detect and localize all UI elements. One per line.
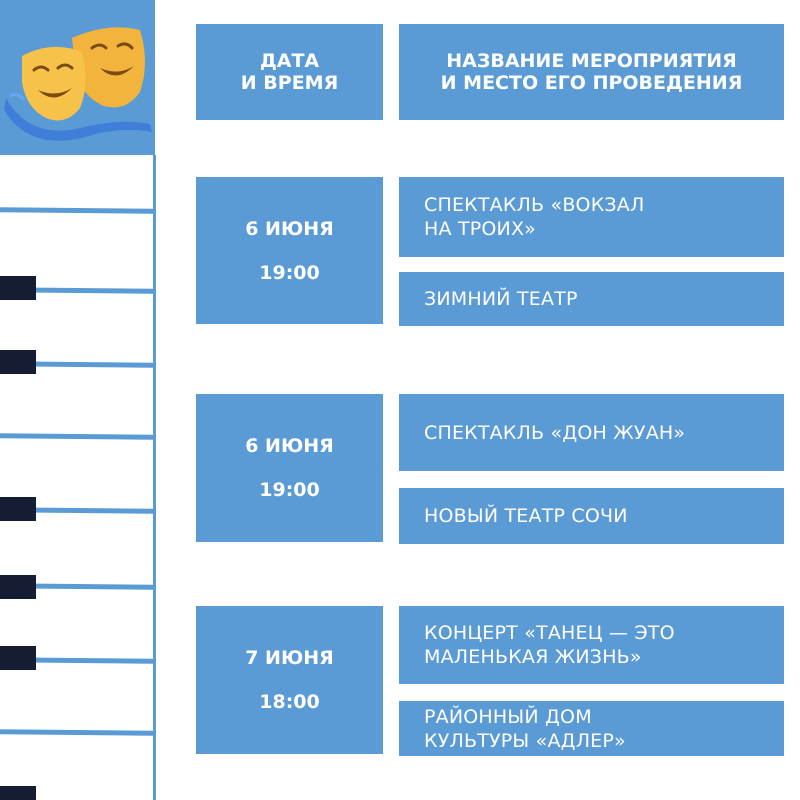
event-venue: НОВЫЙ ТЕАТР СОЧИ: [424, 505, 628, 527]
event-date: 7 ИЮНЯ: [245, 647, 334, 669]
date-time-header: [196, 24, 383, 120]
event-time: 19:00: [259, 479, 320, 501]
piano-key: [0, 276, 36, 300]
logo-panel: [0, 0, 155, 155]
event-venue: РАЙОННЫЙ ДОМ: [424, 705, 592, 728]
piano-key: [0, 575, 36, 599]
event-venue-cell: [399, 272, 784, 326]
event-venue: ЗИМНИЙ ТЕАТР: [424, 288, 578, 310]
decor-stripe: [0, 207, 153, 214]
piano-key: [0, 497, 36, 521]
event-title: НА ТРОИХ»: [424, 218, 536, 240]
event-time: 18:00: [259, 691, 320, 713]
piano-key: [0, 786, 36, 800]
event-title: МАЛЕНЬКАЯ ЖИЗНЬ»: [424, 646, 642, 668]
event-date: 6 ИЮНЯ: [245, 435, 334, 457]
event-venue-cell: [399, 701, 784, 756]
piano-key: [0, 646, 36, 670]
event-title: СПЕКТАКЛЬ «ВОКЗАЛ: [424, 194, 645, 216]
header-text: И МЕСТО ЕГО ПРОВЕДЕНИЯ: [440, 72, 743, 94]
header-text: ДАТА: [259, 50, 320, 72]
event-date-cell: [196, 606, 383, 754]
event-venue-cell: [399, 488, 784, 544]
header-text: И ВРЕМЯ: [240, 72, 339, 94]
event-header: [399, 24, 784, 120]
event-date: 6 ИЮНЯ: [245, 217, 334, 240]
event-venue: КУЛЬТУРЫ «АДЛЕР»: [424, 729, 626, 752]
left-decorative-strip: [0, 0, 160, 800]
decor-stripe: [0, 729, 153, 736]
event-time: 19:00: [259, 261, 320, 284]
event-title-cell: [399, 394, 784, 471]
theatre-masks-icon: [0, 0, 155, 155]
event-title-cell: [399, 606, 784, 684]
event-title: СПЕКТАКЛЬ «ДОН ЖУАН»: [424, 421, 686, 444]
event-date-cell: [196, 177, 383, 324]
event-title-cell: [399, 177, 784, 257]
piano-key: [0, 350, 36, 374]
event-date-cell: [196, 394, 383, 542]
header-text: НАЗВАНИЕ МЕРОПРИЯТИЯ: [446, 50, 737, 72]
decor-stripe: [0, 433, 153, 440]
strip-border: [153, 155, 156, 800]
event-title: КОНЦЕРТ «ТАНЕЦ — ЭТО: [424, 622, 675, 644]
